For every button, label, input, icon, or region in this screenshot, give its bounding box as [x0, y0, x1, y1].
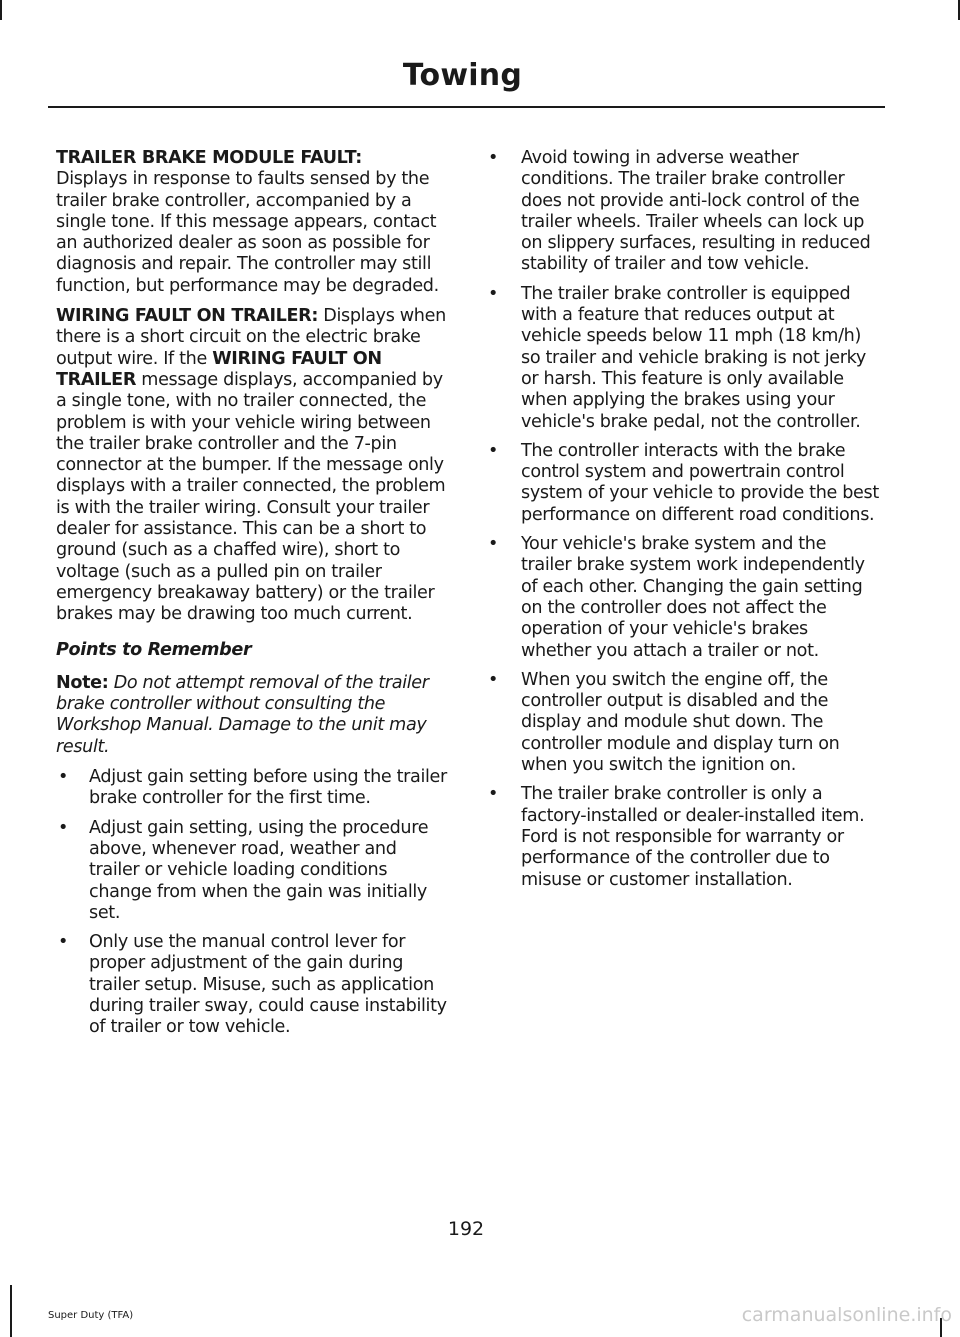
list-item-text: Adjust gain setting, using the procedure above, whenever road, weather and trailer or vehicle loading conditions change from when the gain was initially set. — [89, 817, 429, 923]
right-bullet-list — [486, 148, 880, 891]
crop-mark-bottom-left — [10, 1285, 12, 1337]
list-item — [486, 284, 880, 433]
wiring-fault-text-b: message displays, accompanied by a single tone, with no trailer connected, the problem is with your vehicle wiring between the trailer brake controller and the 7-pin connector at the bumper. If the message only displays with a trailer connected, the problem is with the trailer wiring. Consult your trailer dealer for assistance. This can be a short to ground (such as a chaffed wire), short to voltage (such as a pulled pin on trailer emergency breakaway battery) or the trailer brakes may be drawing too much current. — [56, 369, 446, 625]
bullet-icon: • — [488, 148, 499, 168]
footer-label: Super Duty (TFA) — [48, 1310, 134, 1321]
list-item — [56, 932, 448, 1038]
bullet-icon: • — [488, 534, 499, 555]
list-item — [486, 441, 880, 526]
wiring-fault-inline-label: WIRING FAULT ON TRAILER — [56, 348, 382, 390]
bullet-icon: • — [58, 932, 69, 953]
note-text: Do not attempt removal of the trailer brake controller without consulting the Workshop Manual. Damage to the unit may result. — [56, 672, 429, 757]
watermark: carmanualsonline.info — [741, 1304, 952, 1326]
bullet-icon: • — [58, 817, 69, 838]
list-item-text: Avoid towing in adverse weather conditions. The trailer brake controller does not provide anti-lock control of the trailer wheels. Trailer wheels can lock up on slippery surfaces, resulting in reduced stability of trailer and tow vehicle. — [521, 148, 871, 275]
list-item — [486, 784, 880, 890]
list-item-text: The trailer brake controller is only a factory-installed or dealer-installed item. Ford is not responsible for warranty or performance of the controller due to misuse or customer installation. — [521, 784, 865, 890]
header-rule — [48, 106, 885, 108]
list-item-text: When you switch the engine off, the controller output is disabled and the display and module shut down. The controller module and display turn on when you switch the ignition on. — [521, 669, 840, 776]
list-item-text: Only use the manual control lever for proper adjustment of the gain during trailer setup. Misuse, such as application during trailer sway, could cause instability of trailer or tow vehicle. — [89, 932, 447, 1038]
wiring-fault-paragraph — [56, 306, 448, 625]
right-column — [486, 148, 880, 899]
bullet-icon: • — [488, 283, 499, 304]
crop-mark-top-left — [0, 0, 2, 20]
note-label: Note: — [56, 672, 109, 693]
bullet-icon: • — [58, 767, 69, 788]
module-fault-text: Displays in response to faults sensed by the trailer brake controller, accompanied by a single tone. If this message appears, contact an authorized dealer as soon as possible for diagnosis and repair. The controller may still function, but performance may be degraded. — [56, 169, 439, 296]
left-column — [56, 148, 448, 1047]
module-fault-paragraph — [56, 148, 448, 297]
module-fault-label: TRAILER BRAKE MODULE FAULT: — [56, 148, 362, 168]
list-item — [486, 148, 880, 276]
note-paragraph — [56, 673, 448, 758]
bullet-icon: • — [488, 440, 499, 461]
list-item-text: Adjust gain setting before using the trailer brake controller for the first time. — [89, 767, 447, 809]
bullet-icon: • — [488, 669, 499, 690]
wiring-fault-text-a: Displays when there is a short circuit on the electric brake output wire. If the — [56, 306, 446, 369]
bullet-icon: • — [488, 784, 499, 805]
list-item-text: Your vehicle's brake system and the trailer brake system work independently of each other. Changing the gain setting on the controller does not affect the operation of your vehicle's brakes whether you attach a trailer or not. — [521, 534, 865, 661]
left-bullet-list — [56, 767, 448, 1039]
list-item — [56, 818, 448, 924]
list-item-text: The controller interacts with the brake control system and powertrain control system of your vehicle to provide the best performance on different road conditions. — [521, 440, 879, 525]
page-title: Towing — [402, 58, 522, 93]
list-item — [486, 534, 880, 662]
page-number: 192 — [447, 1218, 485, 1240]
points-heading: Points to Remember — [56, 639, 252, 660]
wiring-fault-label: WIRING FAULT ON TRAILER: — [56, 306, 319, 327]
list-item-text: The trailer brake controller is equipped with a feature that reduces output at vehicle speeds below 11 mph (18 km/h) so trailer and vehicle braking is not jerky or harsh. This feature is only available when applying the brakes using your vehicle's brake pedal, not the controller. — [521, 283, 866, 432]
list-item — [56, 767, 448, 810]
list-item — [486, 670, 880, 776]
